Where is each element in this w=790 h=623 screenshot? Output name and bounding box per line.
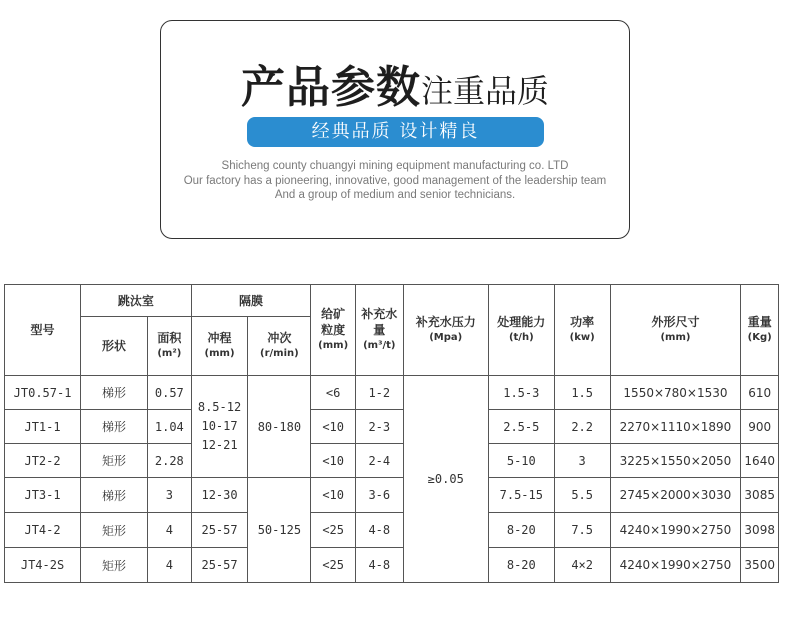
cell-shape: 矩形 [81,548,148,583]
cell-capacity: 5-10 [488,444,554,478]
description-line: Our factory has a pioneering, innovative, good management of the leadership team [183,174,607,187]
table-row [5,444,779,478]
cell-power: 7.5 [554,513,610,548]
cell-power: 2.2 [554,410,610,444]
cell-feed: <6 [311,376,356,410]
slogan-pill: 经典品质 设计精良 [247,117,544,147]
stroke-value: 10-17 [201,419,238,433]
cell-shape: 矩形 [81,444,148,478]
header-model: 型号 [5,285,81,376]
header-area: 面积 (m²) [148,317,192,376]
cell-area: 1.04 [148,410,192,444]
header-water: 补充水 量 (m³/t) [355,285,403,376]
cell-area: 4 [148,548,192,583]
table-row [5,513,779,548]
header-pressure: 补充水压力 (Mpa) [403,285,488,376]
cell-weight: 3085 [741,478,779,513]
banner-title [161,51,629,115]
cell-water: 4-8 [355,513,403,548]
cell-model: JT2-2 [5,444,81,478]
cell-water: 1-2 [355,376,403,410]
cell-shape: 矩形 [81,513,148,548]
cell-model: JT3-1 [5,478,81,513]
title-main: 产品参数 [240,62,421,113]
cell-feed: <25 [311,513,356,548]
header-diaphragm: 隔膜 [191,285,311,317]
cell-area: 4 [148,513,192,548]
cell-frequency-top: 80-180 [248,376,311,478]
description-line: And a group of medium and senior technicians. [274,189,516,201]
cell-area: 2.28 [148,444,192,478]
cell-dimensions: 1550×780×1530 [610,376,741,410]
company-description [161,159,629,203]
cell-shape: 梯形 [81,478,148,513]
cell-water: 2-4 [355,444,403,478]
table-row [5,410,779,444]
cell-capacity: 7.5-15 [488,478,554,513]
header-capacity: 处理能力 (t/h) [488,285,554,376]
header-shape: 形状 [81,317,148,376]
cell-feed: <10 [311,444,356,478]
cell-weight: 900 [741,410,779,444]
cell-capacity: 8-20 [488,513,554,548]
cell-power: 4×2 [554,548,610,583]
cell-capacity: 8-20 [488,548,554,583]
cell-dimensions: 2270×1110×1890 [610,410,741,444]
cell-stroke: 25-57 [191,513,248,548]
cell-weight: 610 [741,376,779,410]
cell-weight: 3500 [741,548,779,583]
stroke-value: 8.5-12 [197,400,242,414]
cell-dimensions: 4240×1990×2750 [610,513,741,548]
cell-weight: 3098 [741,513,779,548]
cell-dimensions: 2745×2000×3030 [610,478,741,513]
cell-power: 5.5 [554,478,610,513]
cell-capacity: 1.5-3 [488,376,554,410]
cell-model: JT4-2 [5,513,81,548]
cell-model: JT0.57-1 [5,376,81,410]
cell-feed: <10 [311,478,356,513]
header-feed-size: 给矿 粒度 (mm) [311,285,356,376]
table-row [5,478,779,513]
cell-stroke: 12-30 [191,478,248,513]
title-sub: 注重品质 [420,72,549,110]
table-row [5,376,779,410]
cell-water: 3-6 [355,478,403,513]
header-frequency: 冲次 (r/min) [248,317,311,376]
parameter-table [4,284,779,583]
cell-capacity: 2.5-5 [488,410,554,444]
cell-water: 2-3 [355,410,403,444]
cell-power: 1.5 [554,376,610,410]
table-row [5,548,779,583]
cell-model: JT4-2S [5,548,81,583]
header-stroke: 冲程 (mm) [191,317,248,376]
cell-stroke: 25-57 [191,548,248,583]
cell-dimensions: 4240×1990×2750 [610,548,741,583]
cell-feed: <25 [311,548,356,583]
cell-area: 3 [148,478,192,513]
cell-power: 3 [554,444,610,478]
cell-water: 4-8 [355,548,403,583]
cell-model: JT1-1 [5,410,81,444]
header-power: 功率 (kw) [554,285,610,376]
cell-weight: 1640 [741,444,779,478]
cell-feed: <10 [311,410,356,444]
cell-frequency-bottom: 50-125 [248,478,311,583]
cell-shape: 梯形 [81,410,148,444]
cell-pressure: ≥0.05 [403,376,488,583]
header-chamber: 跳汰室 [81,285,192,317]
cell-dimensions: 3225×1550×2050 [610,444,741,478]
header-weight: 重量 (Kg) [741,285,779,376]
description-line: Shicheng county chuangyi mining equipment manufacturing co. LTD [221,160,569,172]
header-dimensions: 外形尺寸 (mm) [610,285,741,376]
banner-card [160,20,630,239]
cell-stroke-group [191,376,248,478]
cell-shape: 梯形 [81,376,148,410]
cell-area: 0.57 [148,376,192,410]
stroke-value: 12-21 [201,438,238,452]
